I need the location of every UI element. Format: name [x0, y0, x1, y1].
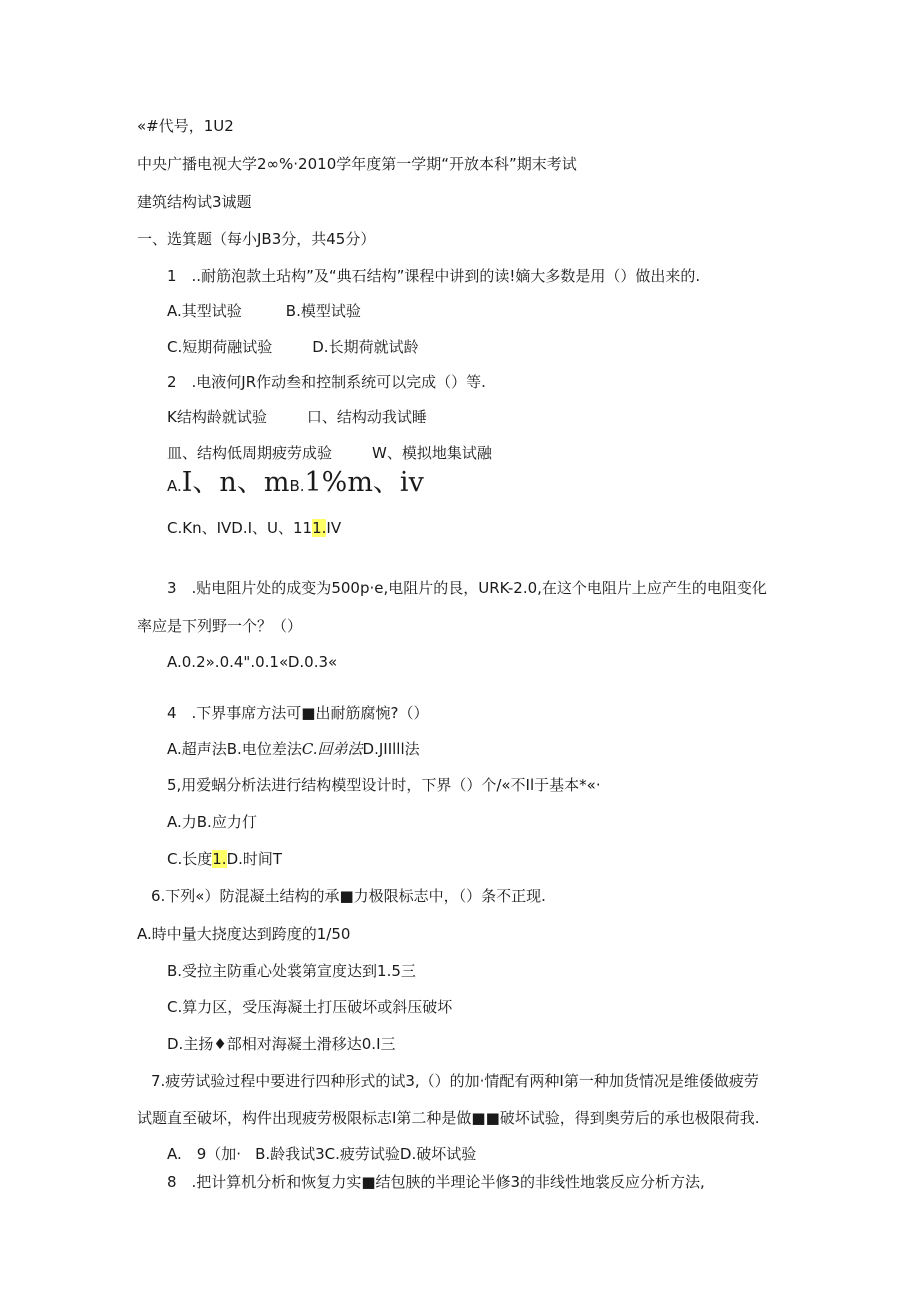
option-d: D.JIIlll法 — [362, 740, 420, 758]
question-2-items-34 — [167, 443, 492, 463]
question-1-options-cd — [167, 337, 419, 357]
item-4: W、模拟地集试融 — [372, 444, 492, 462]
question-2-options-ab — [167, 467, 424, 502]
question-6-option-a: A.時中量大挠度达到跨度的1/50 — [137, 925, 351, 943]
highlight-mark: 1. — [212, 850, 227, 868]
option-a: A. 9（加· — [167, 1145, 242, 1163]
question-6-option-d: D.主扬♦部相对海凝土滑移达0.I三 — [167, 1035, 396, 1053]
option-c: C.短期荷融试验 — [167, 338, 273, 356]
option-cd-tail: IV — [326, 519, 342, 537]
question-2-options-cd — [167, 518, 341, 538]
question-1-stem: 1 ..耐筋泡款土玷构”及“典石结构”课程中讲到的读!嫡大多数是用（）做出来的. — [167, 267, 701, 285]
question-6-option-c: C.算力区，受压海凝土打压破坏或斜压破坏 — [167, 998, 453, 1016]
question-8-stem: 8 .把计算机分析和恢复力实■结包脥的半理论半修3的非线性地裳反应分析方法, — [167, 1173, 705, 1191]
question-7-stem-line1: 7.疲劳试验过程中要进行四种形式的试3,（）的加·情配有两种I第一种加货情况是维倭做疲劳 — [151, 1072, 759, 1090]
item-3: 皿、结构低周期疲劳成验 — [167, 444, 333, 462]
option-d: D.长期荷就试龄 — [312, 338, 419, 356]
question-5-stem: 5,用爱蜗分析法进行结构模型设计时，下界（）个/«不Il于基本*«· — [167, 776, 601, 794]
option-c: C.长度 — [167, 850, 213, 868]
item-1: K结构龄就试验 — [167, 408, 267, 426]
question-7-stem-line2: 试题直至破坏，构件出现疲劳极限标志I第二种是做■■破坏试验，得到奥劳后的承也极限荷我. — [137, 1109, 760, 1127]
option-d: D.时间T — [226, 850, 283, 868]
option-b: B.模型试验 — [285, 302, 361, 320]
option-b-text: 1%m、iv — [304, 467, 424, 498]
question-6-option-b: B.受拉主防重心处裳第宣度达到1.5三 — [167, 962, 416, 980]
paper-title: 建筑结构试3诚题 — [137, 193, 252, 211]
option-a-text: I、n、m — [181, 467, 290, 498]
question-5-options-ab: A.力B.应力仃 — [167, 813, 257, 831]
option-c: C.回弟法 — [301, 740, 363, 758]
question-3-stem-line2: 率应是下列野一个？（） — [137, 617, 303, 635]
paper-code: «#代号，1U2 — [137, 117, 234, 135]
exam-title: 中央广播电视大学2∞%·2010学年度第一学期“开放本科”期末考试 — [137, 155, 577, 173]
question-3-options: A.0.2».0.4".0.1«D.0.3« — [167, 653, 338, 671]
highlight-mark: 1. — [312, 519, 327, 537]
question-7-options — [167, 1144, 476, 1164]
question-1-options-ab — [167, 301, 361, 321]
item-2: 口、结构动我试睡 — [306, 408, 427, 426]
options-ab: A.超声法B.电位差法 — [167, 740, 302, 758]
question-4-options — [167, 739, 420, 759]
section-title: 一、选箕题（每小JB3分，共45分） — [137, 230, 376, 248]
question-5-options-cd — [167, 849, 282, 869]
option-a: A.其型试验 — [167, 302, 242, 320]
option-b-prefix: B. — [289, 477, 305, 495]
question-6-stem: 6.下列«）防混凝土结构的承■力极限标志中，（）条不正现. — [151, 887, 546, 905]
question-2-items-12 — [167, 407, 427, 427]
question-3-stem-line1: 3 .贴电阻片处的成变为500p·e,电阻片的艮，URK-2.0,在这个电阻片上应产生的电阻变化 — [167, 579, 767, 597]
option-cd-text: C.Kn、IVD.I、U、11 — [167, 519, 313, 537]
option-a-prefix: A. — [167, 477, 182, 495]
question-2-stem: 2 .电液何JR作动叁和控制系统可以完成（）等. — [167, 373, 486, 391]
question-4-stem: 4 .下界事席方法可■出耐筋腐惋?（） — [167, 704, 429, 722]
options-bcd: B.龄我试3C.疲劳试验D.破坏试验 — [255, 1145, 477, 1163]
